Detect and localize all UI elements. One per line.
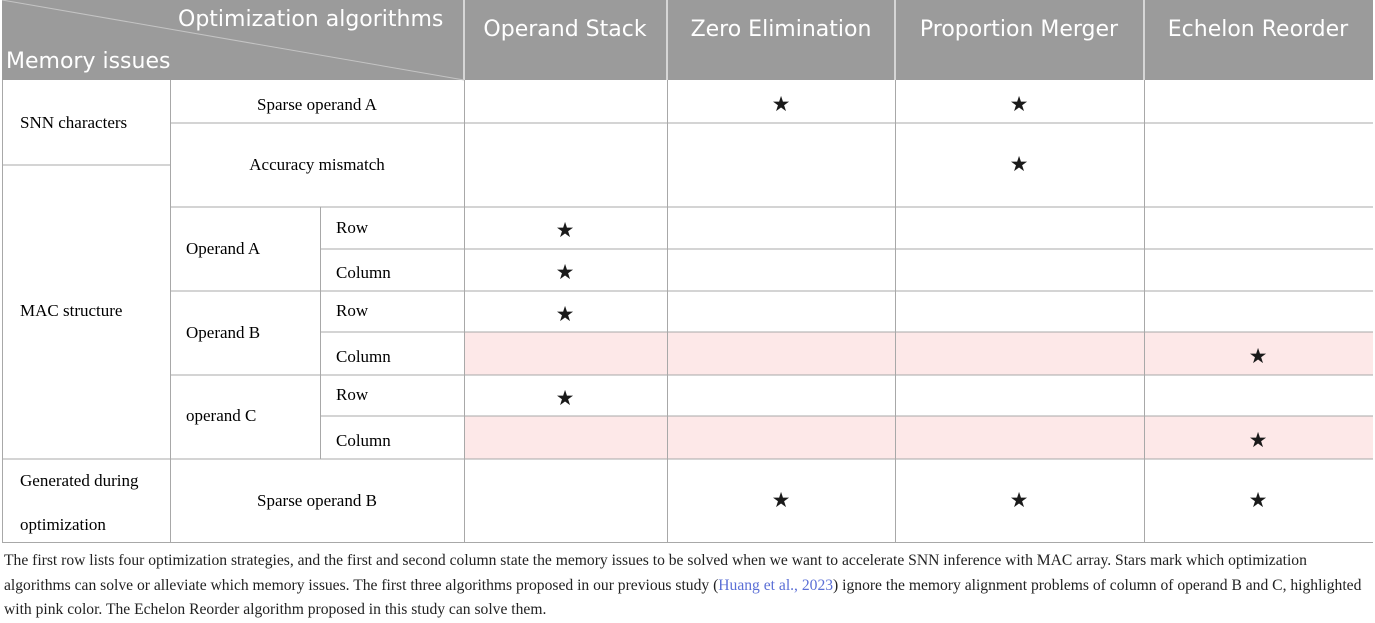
highlight-operand-c-column [464, 416, 1373, 459]
corner-bottom-label: Memory issues [6, 49, 171, 74]
star-mark-b_col-3: ★ [1248, 344, 1268, 368]
star-mark-sparse_a-1: ★ [771, 92, 791, 116]
sub-issue-a-row: Row [336, 218, 369, 237]
sub-issue-b-column: Column [336, 347, 391, 366]
sub-issue-a-column: Column [336, 263, 391, 282]
sub-issue-b-row: Row [336, 301, 369, 320]
star-mark-a_row-0: ★ [555, 218, 575, 242]
comparison-table [2, 0, 1373, 543]
column-header-echelon-reorder: Echelon Reorder [1167, 17, 1349, 42]
star-mark-sparse_b-2: ★ [1009, 488, 1029, 512]
star-mark-sparse_a-2: ★ [1009, 92, 1029, 116]
corner-top-label: Optimization algorithms [178, 7, 444, 32]
group-label-generated-line1: Generated during [20, 471, 139, 490]
group-label-mac-structure: MAC structure [20, 301, 123, 320]
star-mark-b_row-0: ★ [555, 302, 575, 326]
sub-issue-c-column: Column [336, 431, 391, 450]
issue-operand-b: Operand B [186, 323, 261, 342]
highlight-operand-b-column [464, 332, 1373, 375]
citation-link[interactable]: Huang et al., 2023 [718, 576, 834, 594]
group-label-generated-line2: optimization [20, 515, 106, 534]
table-caption [4, 549, 1370, 623]
table-grid [2, 80, 1373, 543]
issue-accuracy-mismatch: Accuracy mismatch [249, 155, 385, 174]
star-mark-c_col-3: ★ [1248, 428, 1268, 452]
star-mark-accuracy-2: ★ [1009, 152, 1029, 176]
column-header-proportion-merger: Proportion Merger [919, 17, 1119, 42]
star-mark-sparse_b-3: ★ [1248, 488, 1268, 512]
issue-operand-c: operand C [186, 406, 257, 425]
star-mark-sparse_b-1: ★ [771, 488, 791, 512]
star-mark-c_row-0: ★ [555, 386, 575, 410]
sub-issue-c-row: Row [336, 385, 369, 404]
group-label-snn-characters: SNN characters [20, 113, 128, 132]
column-header-zero-elimination: Zero Elimination [690, 17, 872, 42]
star-mark-a_col-0: ★ [555, 260, 575, 284]
caption-text-part1: The first row lists four optimization strategies, and the first and second column state the memory issues to be solved when we want to accelerate SNN inference with MAC array. Stars mark which optimization algorithms can solve or alleviate which memory issues. The first three algorithms proposed in our previous study ( [4, 552, 1307, 594]
column-header-operand-stack: Operand Stack [483, 17, 647, 42]
issue-sparse-operand-b: Sparse operand B [257, 491, 377, 510]
issue-operand-a: Operand A [186, 239, 261, 258]
caption-text-part2: ) ignore the memory alignment problems of column of operand B and C, highlighted with pink color. The Echelon Reorder algorithm proposed in this study can solve them. [4, 576, 1362, 618]
issue-sparse-operand-a: Sparse operand A [257, 95, 377, 114]
